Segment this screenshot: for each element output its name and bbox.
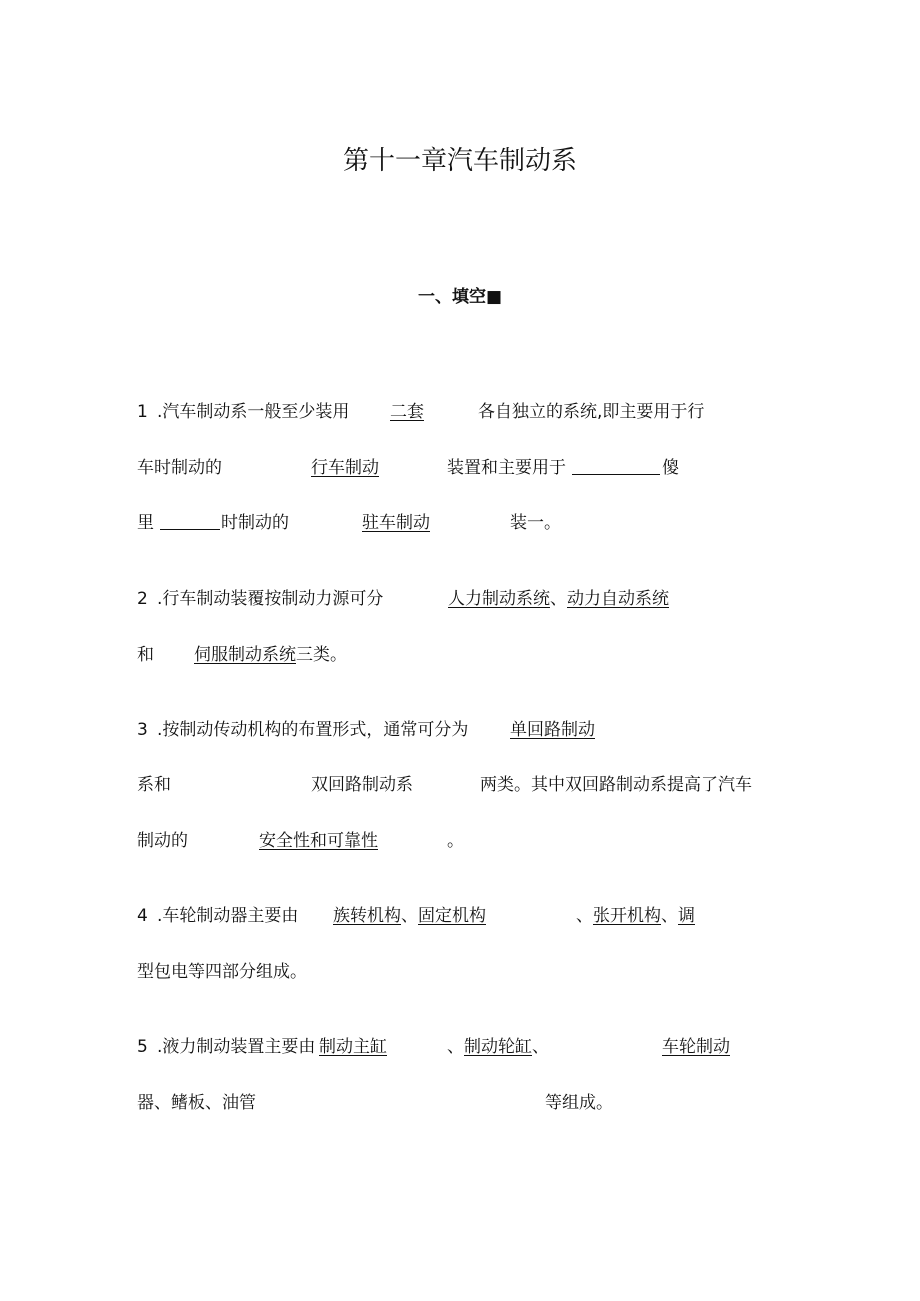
q1-text: 傻 [662,458,679,478]
q3-text: 。 [447,831,464,851]
q3-line-1 [0,718,920,742]
q2-line-2 [0,643,920,667]
q4-text: .车轮制动器主要由 [157,906,299,926]
q3-text: .按制动传动机构的布置形式，通常可分为 [157,720,469,740]
q1-text: 里 [137,513,154,533]
q2-answer-1: 人力制动系统 [448,589,550,609]
q1-answer-3: 驻车制动 [362,513,430,533]
q4-line-1 [0,904,920,928]
q4-separator: 、 [576,906,593,926]
section-heading: 一、填空■ [417,287,503,307]
q1-text: 各自独立的系统,即主要用于行 [478,402,705,422]
q4-number: 4 [137,906,148,926]
q2-separator: 、 [550,589,567,609]
q1-blank-1 [572,474,660,475]
q5-separator: 、 [532,1037,549,1057]
q2-number: 2 [137,589,148,609]
q5-number: 5 [137,1037,148,1057]
q4-text: 型包电等四部分组成。 [137,962,307,982]
q2-line-1 [0,587,920,611]
q1-text: 装置和主要用于 [447,458,566,478]
q1-number: 1 [137,402,148,422]
q5-line-2 [0,1091,920,1115]
q5-answer-2: 制动轮缸 [464,1037,532,1057]
q5-answer-3: 车轮制动 [662,1037,730,1057]
q3-line-3 [0,829,920,853]
q5-text: 器、鳍板、油管 [137,1093,256,1113]
q4-separator: 、 [661,906,678,926]
q4-answer-1: 族转机构 [333,906,401,926]
q2-answer-3: 伺服制动系统 [194,645,296,665]
q5-separator: 、 [447,1037,464,1057]
q4-answer-4: 调 [678,906,695,926]
q5-text: 等组成。 [545,1093,613,1113]
q5-text: .液力制动装置主要由 [157,1037,316,1057]
q3-answer-2: 安全性和可靠性 [259,831,378,851]
q1-answer-2: 行车制动 [311,458,379,478]
q4-answer-3: 张开机构 [593,906,661,926]
q1-text: 时制动的 [221,513,289,533]
q1-text: 车时制动的 [137,458,222,478]
q1-text: .汽车制动系一般至少装用 [157,402,350,422]
q3-text: 系和 [137,775,171,795]
q4-answer-2: 固定机构 [418,906,486,926]
q1-line-1 [0,400,920,424]
q3-number: 3 [137,720,148,740]
q4-separator: 、 [401,906,418,926]
q3-text: 制动的 [137,831,188,851]
q2-text: 和 [137,645,154,665]
q4-line-2 [0,960,920,984]
q1-text: 装一。 [510,513,561,533]
q3-line-2 [0,773,920,797]
q1-line-3 [0,511,920,535]
q2-answer-2: 动力自动系统 [567,589,669,609]
q3-text: 双回路制动系 [311,775,413,795]
q1-answer-1: 二套 [390,402,424,422]
q5-answer-1: 制动主缸 [319,1037,387,1057]
q2-text: 三类。 [296,645,347,665]
q1-line-2 [0,456,920,480]
q3-answer-1: 单回路制动 [510,720,595,740]
q1-blank-2 [160,529,220,530]
q2-text: .行车制动装覆按制动力源可分 [157,589,384,609]
q3-text: 两类。其中双回路制动系提高了汽车 [480,775,752,795]
q5-line-1 [0,1035,920,1059]
chapter-title: 第十一章汽车制动系 [342,146,577,176]
